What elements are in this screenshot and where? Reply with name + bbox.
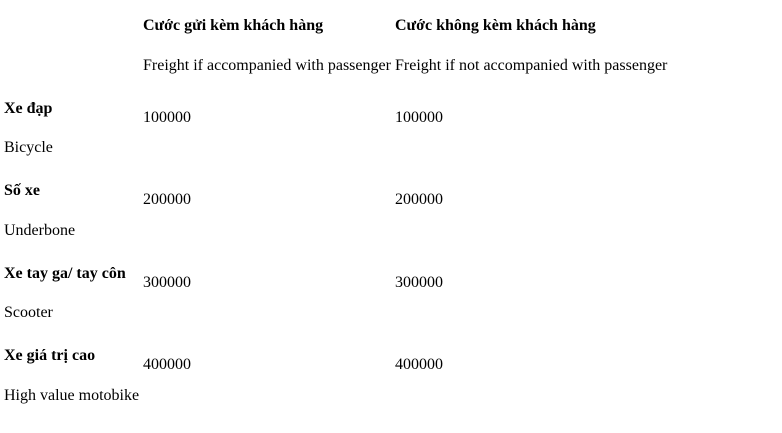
cell-accompanied-price: 400000 bbox=[143, 356, 191, 373]
row-label-vi: Xe tay ga/ tay côn bbox=[4, 265, 126, 282]
cell-unaccompanied-price: 300000 bbox=[395, 274, 443, 291]
row-label-en: Underbone bbox=[4, 222, 76, 239]
row-label-en: High value motobike bbox=[4, 387, 140, 404]
row-label-en: Scooter bbox=[4, 304, 53, 321]
header-accompanied-vi: Cước gửi kèm khách hàng bbox=[143, 17, 324, 34]
cell-accompanied-price: 200000 bbox=[143, 191, 191, 208]
row-label-vi: Xe giá trị cao bbox=[4, 347, 96, 364]
header-unaccompanied-vi: Cước không kèm khách hàng bbox=[395, 17, 596, 34]
row-label-vi: Xe đạp bbox=[4, 100, 53, 117]
row-label-vi: Số xe bbox=[4, 182, 40, 199]
cell-unaccompanied-price: 200000 bbox=[395, 191, 443, 208]
cell-unaccompanied-price: 100000 bbox=[395, 109, 443, 126]
header-accompanied-en: Freight if accompanied with passenger bbox=[143, 57, 391, 74]
cell-accompanied-price: 300000 bbox=[143, 274, 191, 291]
row-label-en: Bicycle bbox=[4, 139, 53, 156]
cell-accompanied-price: 100000 bbox=[143, 109, 191, 126]
cell-unaccompanied-price: 400000 bbox=[395, 356, 443, 373]
header-unaccompanied-en: Freight if not accompanied with passenger bbox=[395, 57, 668, 74]
